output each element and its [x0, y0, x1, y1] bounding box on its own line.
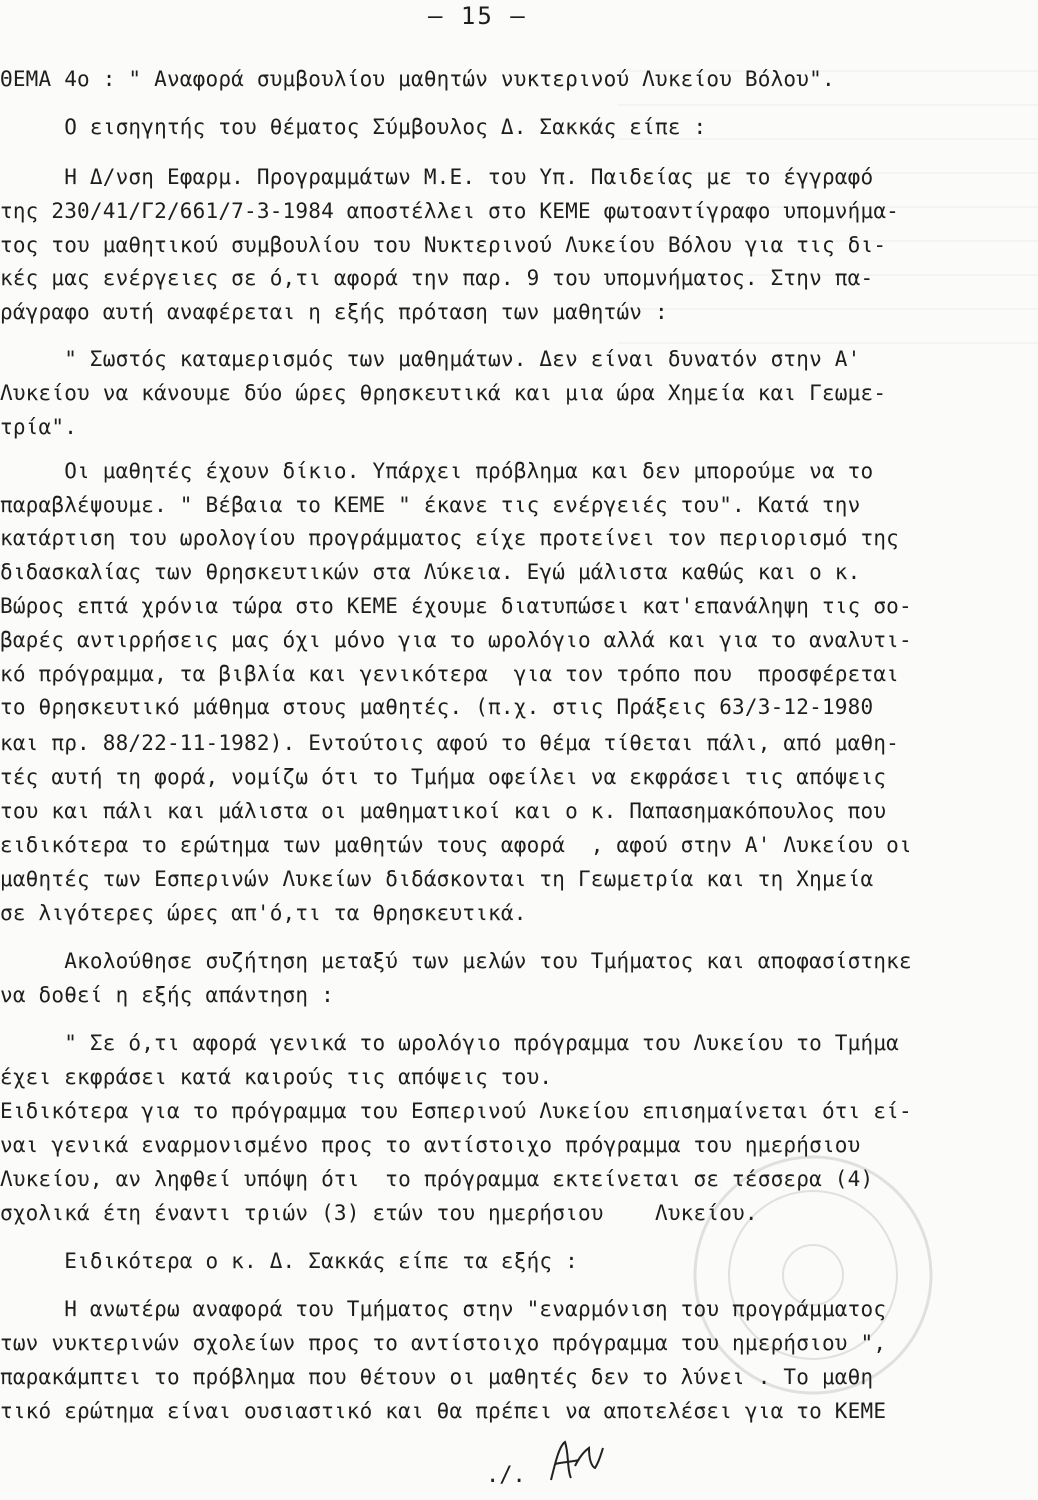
text-line: ειδικότερα το ερώτημα των μαθητών τους αφορά , αφού στην Α' Λυκείου οι — [0, 833, 912, 857]
text-line: Ο εισηγητής του θέματος Σύμβουλος Δ. Σακκάς είπε : — [0, 115, 707, 139]
text-line: ναι γενικά εναρμονισμένο προς το αντίστοιχο πρόγραμμα του ημερήσιου — [0, 1133, 861, 1157]
text-line: Λυκείου να κάνουμε δύο ώρες θρησκευτικά και μια ώρα Χημεία και Γεωμε- — [0, 381, 887, 405]
text-line: το θρησκευτικό μάθημα στους μαθητές. (π.χ. στις Πράξεις 63/3-12-1980 — [0, 695, 874, 719]
text-line: τος του μαθητικού συμβουλίου του Νυκτερινού Λυκείου Βόλου για τις δι- — [0, 233, 887, 257]
text-line: των νυκτερινών σχολείων προς το αντίστοιχο πρόγραμμα του ημερήσιου ", — [0, 1331, 887, 1355]
text-line: διδασκαλίας των θρησκευτικών στα Λύκεια. Εγώ μάλιστα καθώς και ο κ. — [0, 560, 861, 584]
text-line: Η ανωτέρω αναφορά του Τμήματος στην "εναρμόνιση του προγράμματος — [0, 1297, 887, 1321]
text-line: μαθητές των Εσπερινών Λυκείων διδάσκονται τη Γεωμετρία και τη Χημεία — [0, 867, 874, 891]
text-line: κό πρόγραμμα, τα βιβλία και γενικότερα για τον τρόπο που προσφέρεται — [0, 662, 900, 686]
text-line: παρακάμπτει το πρόβλημα που θέτουν οι μαθητές δεν το λύνει . Το μαθη — [0, 1365, 874, 1389]
text-line: βαρές αντιρρήσεις μας όχι μόνο για το ωρολόγιο αλλά και για το αναλυτι- — [0, 628, 912, 652]
text-line: τές αυτή τη φορά, νομίζω ότι το Τμήμα οφείλει να εκφράσει τις απόψεις — [0, 765, 887, 789]
topic-heading: ΘΕΜΑ 4ο : " Αναφορά συμβουλίου μαθητών νυκτερινού Λυκείου Βόλου". — [0, 67, 835, 91]
text-line: " Σωστός καταμερισμός των μαθημάτων. Δεν είναι δυνατόν στην Α' — [0, 347, 861, 371]
text-line: Οι μαθητές έχουν δίκιο. Υπάρχει πρόβλημα και δεν μπορούμε να το — [0, 459, 874, 483]
text-line: Ακολούθησε συζήτηση μεταξύ των μελών του Τμήματος και αποφασίστηκε — [0, 949, 912, 973]
text-line: Η Δ/νση Εφαρμ. Προγραμμάτων Μ.Ε. του Υπ. Παιδείας με το έγγραφό — [0, 165, 874, 189]
text-line: Ειδικότερα για το πρόγραμμα του Εσπερινού Λυκείου επισημαίνεται ότι εί- — [0, 1099, 912, 1123]
faint-stamp — [688, 1150, 938, 1400]
text-line: ράγραφο αυτή αναφέρεται η εξής πρόταση των μαθητών : — [0, 300, 668, 324]
text-line: του και πάλι και μάλιστα οι μαθηματικοί και ο κ. Παπασημακόπουλος που — [0, 799, 887, 823]
text-line: τικό ερώτημα είναι ουσιαστικό και θα πρέπει να αποτελέσει για το ΚΕΜΕ — [0, 1399, 887, 1423]
text-line: να δοθεί η εξής απάντηση : — [0, 983, 334, 1007]
text-line: Ειδικότερα ο κ. Δ. Σακκάς είπε τα εξής : — [0, 1249, 578, 1273]
signature — [545, 1436, 605, 1486]
text-line: σε λιγότερες ώρες απ'ό,τι τα θρησκευτικά. — [0, 901, 527, 925]
text-line: Λυκείου, αν ληφθεί υπόψη ότι το πρόγραμμα εκτείνεται σε τέσσερα (4) — [0, 1167, 874, 1191]
continuation-mark: ./. — [486, 1463, 526, 1488]
text-line: Βώρος επτά χρόνια τώρα στο ΚΕΜΕ έχουμε διατυπώσει κατ'επανάληψη τις σο- — [0, 594, 912, 618]
page-number: — 15 — — [428, 2, 527, 30]
text-line: της 230/41/Γ2/661/7-3-1984 αποστέλλει στο ΚΕΜΕ φωτοαντίγραφο υπομνήμα- — [0, 199, 900, 223]
text-line: παραβλέψουμε. " Βέβαια το ΚΕΜΕ " έκανε τις ενέργειές του". Κατά την — [0, 493, 861, 517]
text-line: " Σε ό,τι αφορά γενικά το ωρολόγιο πρόγραμμα του Λυκείου το Τμήμα — [0, 1031, 900, 1055]
text-line: και πρ. 88/22-11-1982). Εντούτοις αφού το θέμα τίθεται πάλι, από μαθη- — [0, 731, 900, 755]
text-line: έχει εκφράσει κατά καιρούς τις απόψεις του. — [0, 1065, 553, 1089]
text-line: τρία". — [0, 415, 78, 439]
text-line: κατάρτιση του ωρολογίου προγράμματος είχε προτείνει τον περιορισμό της — [0, 526, 900, 550]
text-line: σχολικά έτη έναντι τριών (3) ετών του ημερήσιου Λυκείου. — [0, 1201, 758, 1225]
text-line: κές μας ενέργειες σε ό,τι αφορά την παρ. 9 του υπομνήματος. Στην πα- — [0, 266, 874, 290]
